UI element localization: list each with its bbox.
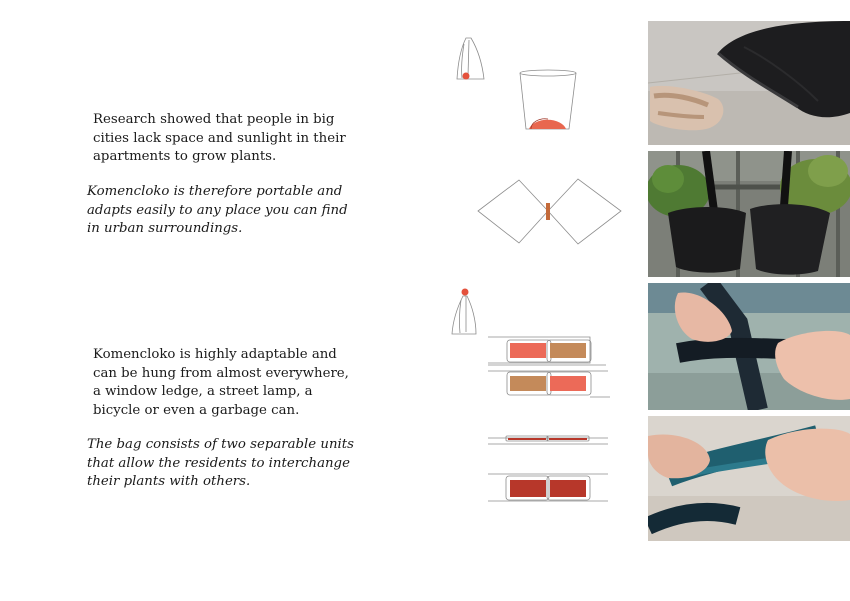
photo-opening-strap <box>648 416 850 541</box>
units-row-3 <box>488 436 608 444</box>
adaptable-paragraph: Komencloko is highly adaptable and can be hung from almost everywhere, a window ledge, a street lamp, a bicycle or even a garbage can. <box>93 347 349 418</box>
unfolded-bag-diagram <box>478 179 621 244</box>
portable-paragraph: Komencloko is therefore portable and adapts easily to any place you can find in urban surroundings. <box>87 184 348 236</box>
photo-bag-on-pavement <box>648 21 850 145</box>
units-row-4 <box>488 474 608 501</box>
photo-fastening-strap <box>648 283 850 410</box>
product-diagrams <box>440 20 640 550</box>
hanging-bag-sketch-top <box>457 38 484 80</box>
units-paragraph: The bag consists of two separable units that allow the residents to interchange their plants with others. <box>87 437 354 489</box>
units-row-1 <box>488 337 606 365</box>
hanging-bag-sketch-middle <box>452 289 476 335</box>
research-paragraph: Research showed that people in big cities lack space and sunlight in their apartments to grow plants. <box>93 112 346 164</box>
units-row-2 <box>488 371 610 397</box>
bag-cross-section <box>520 70 576 129</box>
photo-bags-on-railing <box>648 151 850 277</box>
